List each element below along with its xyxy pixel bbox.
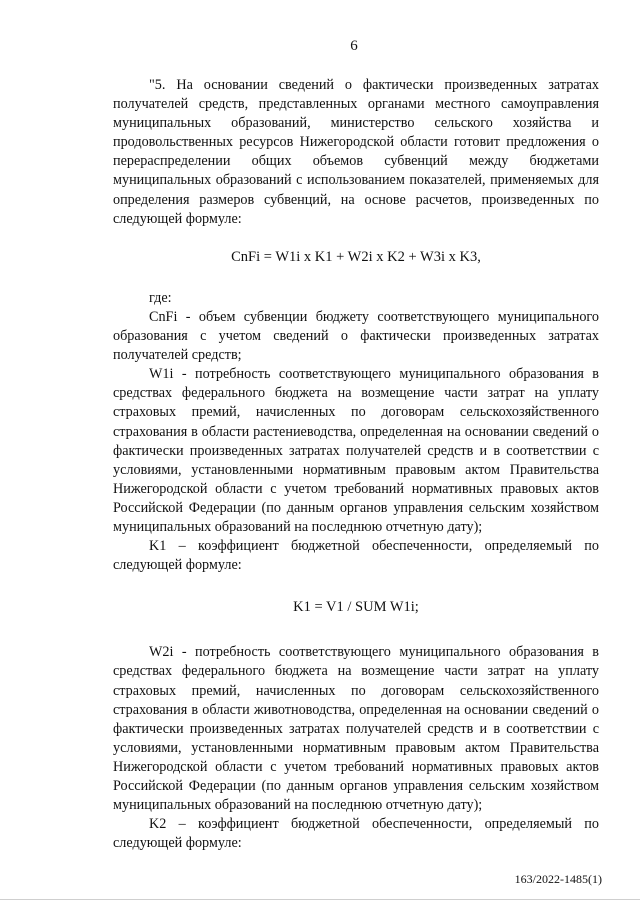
paragraph-w2i-definition: W2i - потребность соответствующего муниципального образования в средствах федерального бюджета на возмещение части затрат на уплату страховых премий, начисленных по договорам сельскохозяйственного страхования в области животноводства, определенная на основании сведений о фактически произведенных затратах получателей средств и в соответствии с условиями, установленными нормативным правовым актом Правительства Нижегородской области с учетом требований нормативных правовых актов Российской Федерации (по данным органов управления сельским хозяйством муниципальных образований на последнюю отчетную дату);: [113, 644, 599, 814]
document-body: [113, 76, 599, 853]
bottom-divider: [0, 899, 640, 900]
paragraph-intro: "5. На основании сведений о фактически произведенных затратах получателей средств, представленных органами местного самоуправления муниципальных образований, министерство сельского хозяйства и продовольственных ресурсов Нижегородской области готовит предложения о перераспределении общих объемов субвенций между бюджетами муниципальных образований с использованием показателей, применяемых для определения размеров субвенций, на основе расчетов, произведенных по следующей формуле:: [113, 77, 599, 227]
formula-cnfi: CnFi = W1i x K1 + W2i x K2 + W3i x K3,: [231, 248, 481, 265]
paragraph-cnfi-definition: CnFi - объем субвенции бюджету соответствующего муниципального образования с учетом сведений о фактически произведенных затратах получателей средств;: [113, 308, 599, 364]
paragraph-k1-definition: K1 – коэффициент бюджетной обеспеченности, определяемый по следующей формуле:: [113, 538, 599, 574]
formula-k1: K1 = V1 / SUM W1i;: [293, 599, 419, 616]
document-code: 163/2022-1485(1): [514, 872, 602, 886]
paragraph-k2-definition: K2 – коэффициент бюджетной обеспеченности, определяемый по следующей формуле:: [113, 816, 599, 852]
page-number: 6: [350, 38, 358, 54]
where-label: где:: [149, 289, 172, 306]
paragraph-w1i-definition: W1i - потребность соответствующего муниципального образования в средствах федерального бюджета на возмещение части затрат на уплату страховых премий, начисленных по договорам сельскохозяйственного страхования в области растениеводства, определенная на основании сведений о фактически произведенных затратах получателей средств и в соответствии с условиями, установленными нормативным правовым актом Правительства Нижегородской области с учетом требований нормативных правовых актов Российской Федерации (по данным органов управления сельским хозяйством муниципальных образований на последнюю отчетную дату);: [113, 366, 599, 535]
